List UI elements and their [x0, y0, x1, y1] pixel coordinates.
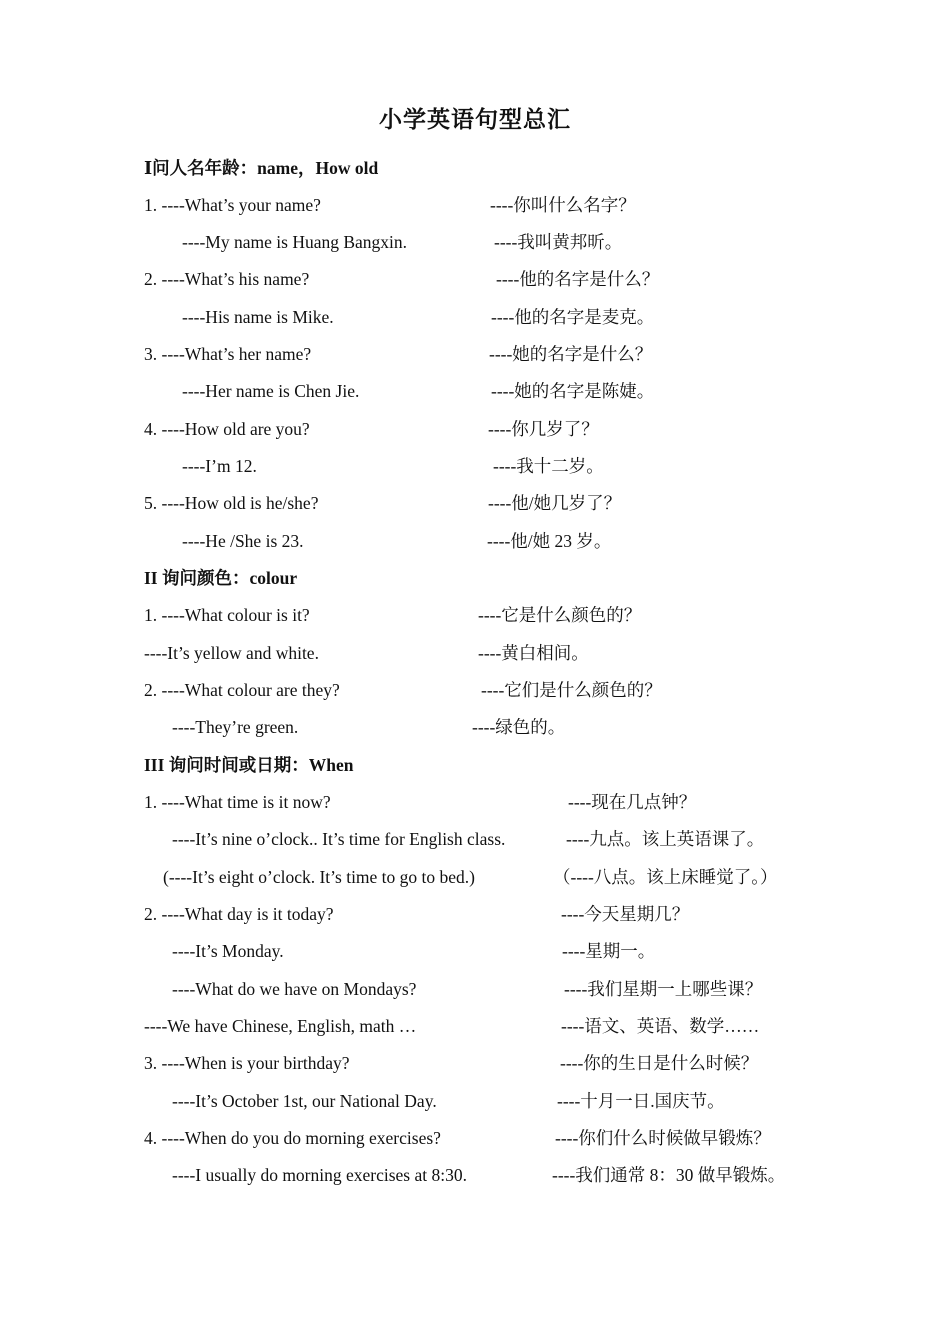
sentence-row: [0, 266, 950, 292]
chinese-translation: ----他的名字是麦克。: [491, 307, 655, 327]
english-sentence: ----I’m 12.: [182, 456, 257, 476]
chinese-translation: ----它们是什么颜色的？: [481, 680, 662, 700]
chinese-translation: ----你们什么时候做早锻炼？: [555, 1128, 771, 1148]
english-sentence: 2. ----What’s his name?: [144, 269, 310, 289]
english-sentence: ----We have Chinese, English, math …: [144, 1016, 417, 1036]
sentence-row: [0, 602, 950, 628]
english-sentence: 1. ----What’s your name?: [144, 195, 321, 215]
sentence-row: [0, 938, 950, 964]
sentence-row: [0, 490, 950, 516]
chinese-translation: ----黄白相间。: [478, 643, 589, 663]
english-sentence: ----It’s nine o’clock.. It’s time for English class.: [172, 829, 506, 849]
english-sentence: 4. ----When do you do morning exercises?: [144, 1128, 441, 1148]
chinese-translation: ----十月一日.国庆节。: [557, 1091, 725, 1111]
english-sentence: 4. ----How old are you?: [144, 419, 310, 439]
sentence-row: [0, 789, 950, 815]
english-sentence: ----His name is Mike.: [182, 307, 334, 327]
chinese-translation: ----星期一。: [562, 941, 656, 961]
english-sentence: ----I usually do morning exercises at 8:30.: [172, 1165, 467, 1185]
english-sentence: ----It’s yellow and white.: [144, 643, 319, 663]
section-heading: Ⅰ问人名年龄：name，How old: [144, 158, 379, 178]
sentence-row: [0, 304, 950, 330]
english-sentence: ----It’s October 1st, our National Day.: [172, 1091, 437, 1111]
chinese-translation: ----我十二岁。: [493, 456, 604, 476]
page-title: 小学英语句型总汇: [379, 107, 571, 132]
sentence-row: [0, 378, 950, 404]
english-sentence: 3. ----When is your birthday?: [144, 1053, 350, 1073]
sentence-row: [0, 528, 950, 554]
english-sentence: ----He /She is 23.: [182, 531, 304, 551]
section-heading: II 询问颜色：colour: [144, 568, 298, 588]
sentence-row: [0, 229, 950, 255]
english-sentence: 5. ----How old is he/she?: [144, 493, 319, 513]
chinese-translation: ----我叫黄邦昕。: [494, 232, 623, 252]
sentence-row: [0, 864, 950, 890]
english-sentence: ----What do we have on Mondays?: [172, 979, 417, 999]
chinese-translation: ----你的生日是什么时候？: [560, 1053, 759, 1073]
chinese-translation: ----今天星期几？: [561, 904, 690, 924]
english-sentence: 2. ----What day is it today?: [144, 904, 334, 924]
sentence-row: [0, 1050, 950, 1076]
english-sentence: 2. ----What colour are they?: [144, 680, 340, 700]
chinese-translation: ----他/她 23 岁。: [487, 531, 612, 551]
english-sentence: (----It’s eight o’clock. It’s time to go to bed.): [163, 867, 476, 887]
chinese-translation: ----你叫什么名字？: [490, 195, 636, 215]
english-sentence: ----It’s Monday.: [172, 941, 284, 961]
sentence-row: [0, 416, 950, 442]
english-sentence: ----My name is Huang Bangxin.: [182, 232, 408, 252]
sentence-row: [0, 677, 950, 703]
chinese-translation: ----她的名字是陈婕。: [491, 381, 655, 401]
sentence-row: [0, 901, 950, 927]
chinese-translation: ----九点。该上英语课了。: [566, 829, 765, 849]
chinese-translation: ----我们通常 8：30 做早锻炼。: [552, 1165, 786, 1185]
chinese-translation: ----我们星期一上哪些课？: [564, 979, 763, 999]
english-sentence: ----Her name is Chen Jie.: [182, 381, 360, 401]
sentence-row: [0, 1125, 950, 1151]
sentence-row: [0, 192, 950, 218]
chinese-translation: ----你几岁了？: [488, 419, 599, 439]
chinese-translation: ----现在几点钟？: [568, 792, 697, 812]
sentence-row: [0, 640, 950, 666]
chinese-translation: （----八点。该上床睡觉了。）: [553, 867, 778, 887]
english-sentence: ----They’re green.: [172, 717, 299, 737]
chinese-translation: ----他的名字是什么？: [496, 269, 660, 289]
section-heading: III 询问时间或日期：When: [144, 755, 354, 775]
sentence-row: [0, 826, 950, 852]
chinese-translation: ----它是什么颜色的？: [478, 605, 642, 625]
chinese-translation: ----绿色的。: [472, 717, 566, 737]
sentence-row: [0, 976, 950, 1002]
english-sentence: 1. ----What colour is it?: [144, 605, 310, 625]
sentence-row: [0, 1088, 950, 1114]
sentence-row: [0, 453, 950, 479]
chinese-translation: ----语文、英语、数学……: [561, 1016, 760, 1036]
sentence-row: [0, 714, 950, 740]
sentence-row: [0, 1013, 950, 1039]
sentence-row: [0, 341, 950, 367]
english-sentence: 3. ----What’s her name?: [144, 344, 312, 364]
english-sentence: 1. ----What time is it now?: [144, 792, 331, 812]
chinese-translation: ----他/她几岁了？: [488, 493, 622, 513]
chinese-translation: ----她的名字是什么？: [489, 344, 653, 364]
sentence-row: [0, 1162, 950, 1188]
